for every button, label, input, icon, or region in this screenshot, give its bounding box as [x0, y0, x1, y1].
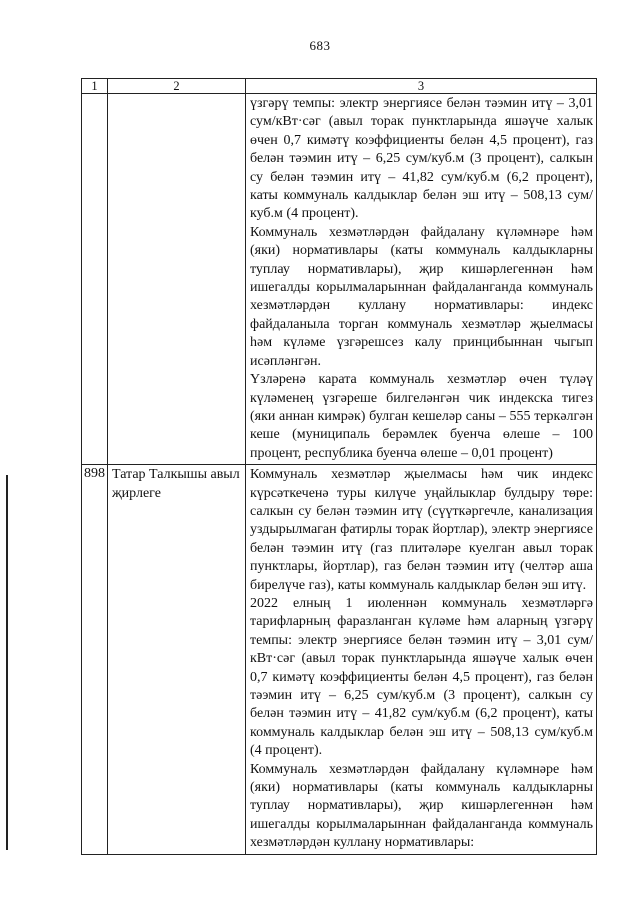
paragraph: Коммуналь хезмәтләрдән файдалану күләмнәре һәм (яки) нормативлары (каты коммуналь калдыкларны туплау нормативлары), җир кишәрлегеннән һәм ишегалды корылмаларыннан файдаланганда коммуналь хезмәтләрдән куллану нормативлары: индекс файдаланыла торган коммуналь хезмәтләр җыелмасы һәм күләме үзгәрешсез калу принцибыннан чыгып исәпләнгән.: [250, 224, 593, 369]
settlement-name: [108, 94, 246, 465]
paragraph: Коммуналь хезмәтләр җыелмасы һәм чик индекс күрсәткеченә туры килүче уңайлыклар булдыру төре: салкын су белән тәэмин итү (сүүткәргечле, канализация уздырылмаган фатирлы торак йортлар), электр энергиясе белән тәэмин итү (газ плитәләре куелган авыл торак пунктлары, йортлар), газ белән тәэмин итү (челтәр аша бирелүче газ), каты коммуналь калдыклар белән эш итү.: [250, 467, 593, 593]
column-header-2: 2: [108, 79, 246, 94]
column-header-3: 3: [246, 79, 597, 94]
row-description: [246, 94, 597, 465]
page-number: 683: [309, 38, 331, 53]
settlement-name: Татар Талкышы авыл җирлеге: [108, 465, 246, 855]
paragraph: Үзләренә карата коммуналь хезмәтләр өчен түләү күләменең үзгәреше билгеләнгән чик индекска тигез (яки аннан кимрәк) булган кешеләр саны – 555 теркәлгән кеше (муниципаль берәмлек буенча өлеше – 100 процент, республика буенча өлеше – 0,01 процент): [250, 372, 593, 461]
row-description: [246, 465, 597, 855]
row-number: [82, 94, 108, 465]
table-row: [82, 465, 597, 855]
table-header-row: [82, 79, 597, 94]
paragraph: Коммуналь хезмәтләрдән файдалану күләмнәре һәм (яки) нормативлары (каты коммуналь калдыкларны туплау нормативлары), җир кишәрлегеннән һәм ишегалды корылмаларыннан файдаланганда коммуналь хезмәтләрдән куллану нормативлары:: [250, 761, 593, 851]
paragraph: 2022 елның 1 июленнән коммуналь хезмәтләргә тарифларның фаразланган күләме һәм аларның үзгәрү темпы: электр энергиясе белән тәэмин итү – 3,01 сум/кВт·сәг (авыл торак пунктларында яшәүче халык өчен 0,7 кимәтү коэффициенты белән 4,5 процент), газ белән тәэмин итү – 6,25 сум/куб.м (3 процент), салкын су белән тәэмин итү – 41,82 сум/куб.м (6,2 процент), каты коммуналь калдыклар белән эш итү – 508,13 сум/куб.м (4 процент).: [250, 595, 593, 759]
document-table: [81, 78, 597, 855]
row-number: 898: [82, 465, 108, 855]
table-row: [82, 94, 597, 465]
scan-edge-mark: [6, 475, 8, 850]
paragraph: үзгәрү темпы: электр энергиясе белән тәэмин итү – 3,01 сум/кВт·сәг (авыл торак пунктларында яшәүче халык өчен 0,7 кимәтү коэффициенты белән 4,5 процент), газ белән тәэмин итү – 6,25 сум/куб.м (3 процент), салкын су белән тәэмин итү – 41,82 сум/куб.м (6,2 процент), каты коммуналь калдыклар белән эш итү – 508,13 сум/куб.м (4 процент).: [250, 96, 593, 222]
column-header-1: 1: [82, 79, 108, 94]
